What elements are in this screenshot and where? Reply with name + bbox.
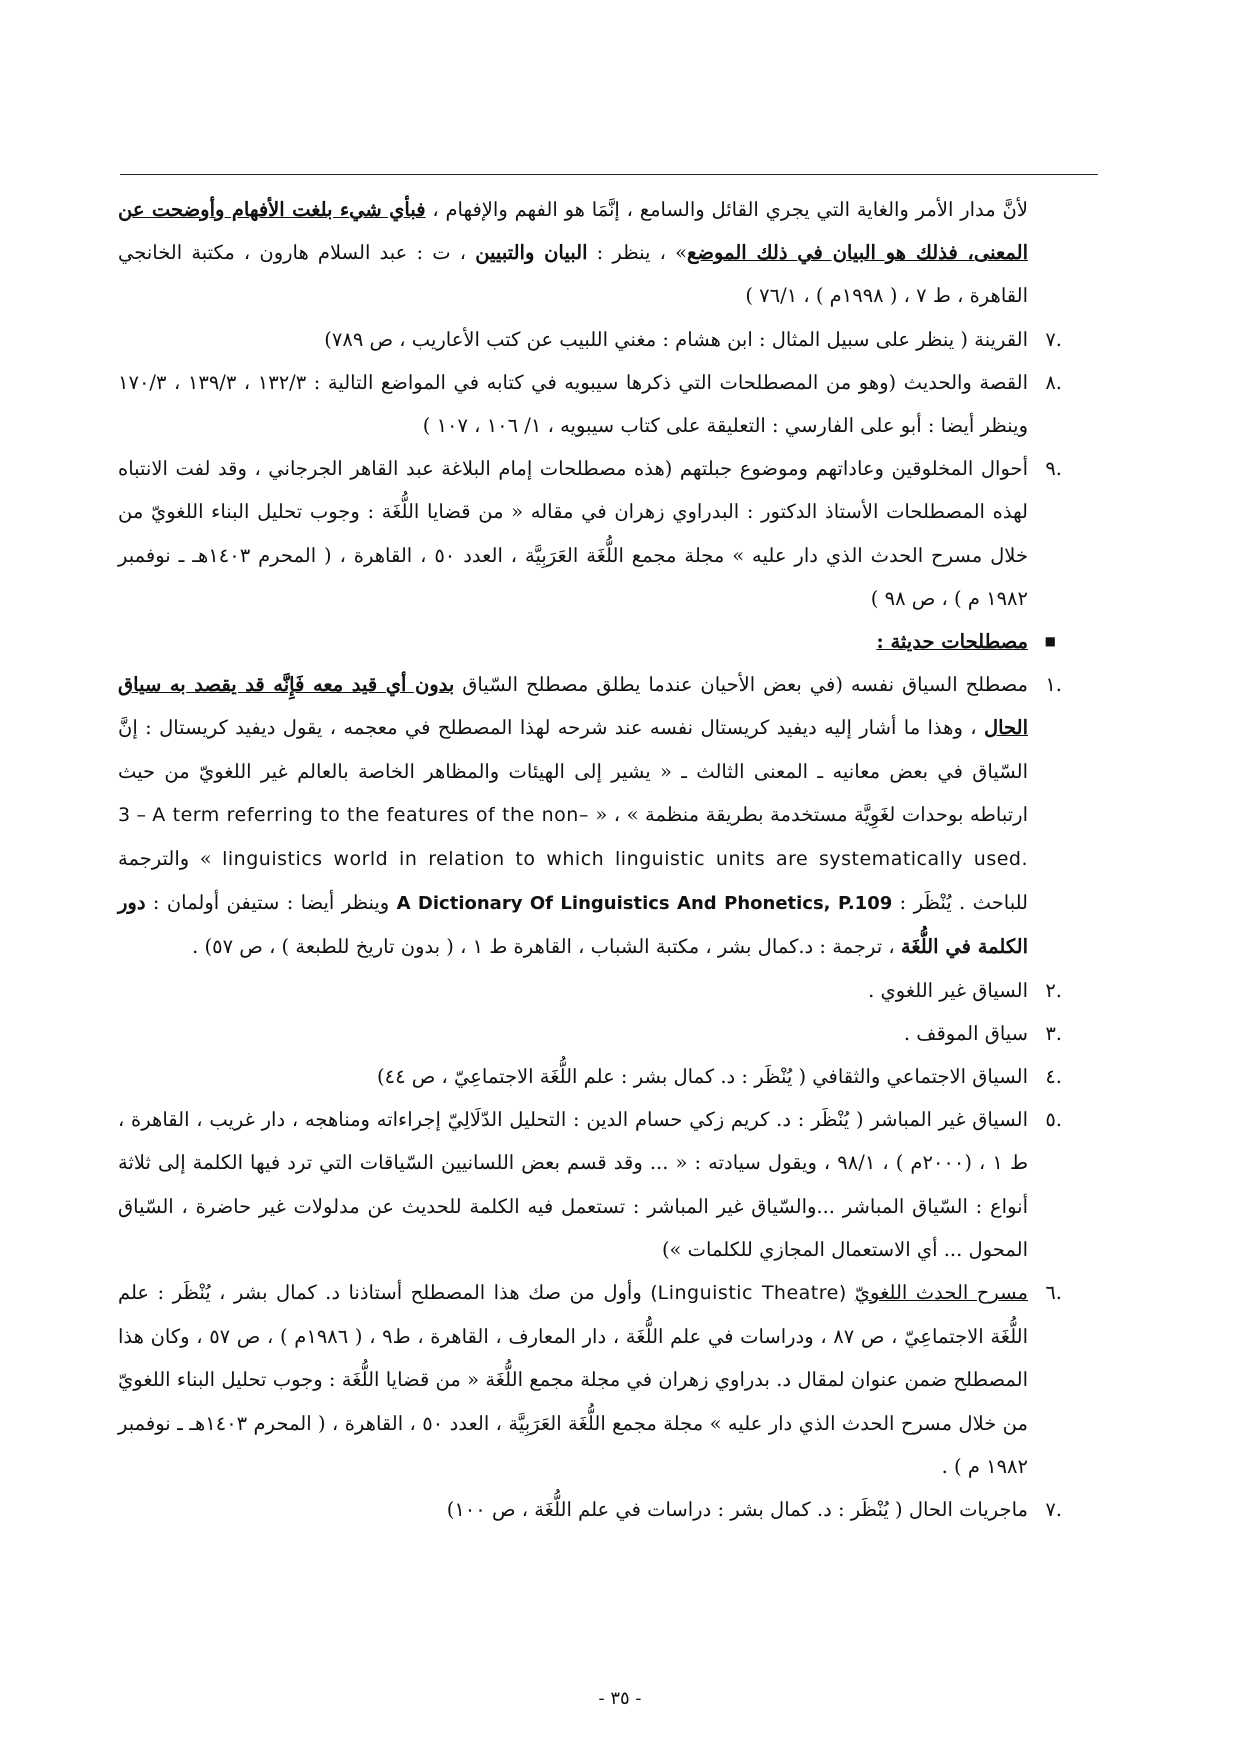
text: » ، ينظر : xyxy=(587,241,688,265)
item-text: ماجريات الحال ( يُنْظَر : د. كمال بشر : دراسات في علم اللُّغَة ، ص ١٠٠) xyxy=(446,1498,1028,1522)
english-term: (Linguistic Theatre) xyxy=(650,1282,847,1305)
item-number: .٥ xyxy=(1045,1108,1062,1132)
footnote-separator xyxy=(120,174,1098,175)
page-number: - ٣٥ - xyxy=(598,1688,642,1709)
item-number: .٩ xyxy=(1045,457,1062,481)
heading-text: مصطلحات حديثة : xyxy=(876,630,1028,654)
item-number: .٣ xyxy=(1045,1021,1062,1045)
english-quote: 3 – A term referring to the features of the non–linguistics world in relation to which linguistic units are systematically used. xyxy=(118,803,1029,871)
item-number: .٤ xyxy=(1045,1065,1062,1089)
text: وينظر أيضا : ستيفن أولمان : xyxy=(145,891,397,915)
section-heading xyxy=(118,620,1062,663)
footnote-item-9 xyxy=(118,447,1062,620)
term-item-4 xyxy=(118,1055,1062,1098)
emphasis: فبأي شيء بلغت الأفهام وأوضحت عن المعنى، فذلك هو البيان في ذلك الموضع xyxy=(118,198,1029,265)
item-text: القصة والحديث (وهو من المصطلحات التي ذكرها سيبويه في كتابه في المواضع التالية : ١٣٢/٣ ، ١٣٩/٣ ، ١٧٠/٣ وينظر أيضا : أبو على الفارسي : التعليقة على كتاب سيبويه ، ١/ ١٠٦ ، ١٠٧ ) xyxy=(118,370,1028,438)
book-title: البيان والتبيين xyxy=(475,241,588,265)
item-text: السياق غير المباشر ( يُنْظَر : د. كريم زكي حسام الدين : التحليل الدّلَالِيّ إجراءاته ومناهجه ، دار غريب ، القاهرة ، ط ١ ، (٢٠٠٠م ) ، ٩٨/١ ، ويقول سيادته : « ... وقد قسم بعض اللسانيين السّياقات التي ترد فيها الكلمة إلى ثلاثة أنواع : السّياق المباشر ...والسّياق غير المباشر : تستعمل فيه الكلمة للحديث عن مدلولات غير حاضرة ، السّياق المحول ... أي الاستعمال المجازي للكلمات ») xyxy=(118,1108,1028,1261)
item-text: أحوال المخلوقين وعاداتهم وموضوع جبلتهم (هذه مصطلحات إمام البلاغة عبد القاهر الجرجاني ، وقد لفت الانتباه لهذه المصطلحات الأستاذ الدكتور : البدراوي زهران في مقاله « من قضايا اللُّغَة : وجوب تحليل البناء اللغويّ من خلال مسرح الحدث الذي دار عليه » مجلة مجمع اللُّغَة العَرَبِيَّة ، العدد ٥٠ ، القاهرة ، ( المحرم ١٤٠٣هـ ـ نوفمبر ١٩٨٢ م ) ، ص ٩٨ ) xyxy=(118,457,1028,610)
english-reference: A Dictionary Of Linguistics And Phonetics, P.109 xyxy=(396,893,893,915)
item-number: .٧ xyxy=(1045,1498,1062,1522)
text: » والترجمة للباحث . يُنْظَر : xyxy=(118,847,1028,915)
item-number: .٦ xyxy=(1045,1281,1062,1305)
text: لأنَّ مدار الأمر والغاية التي يجري القائل والسامع ، إنَّمَا هو الفهم والإفهام ، xyxy=(425,198,1028,221)
item-number: .٢ xyxy=(1045,978,1062,1002)
term-item-2 xyxy=(118,969,1062,1012)
item-text: السياق الاجتماعي والثقافي ( يُنْظَر : د. كمال بشر : علم اللُّغَة الاجتماعِيّ ، ص ٤٤) xyxy=(376,1065,1028,1089)
text: وأول من صك هذا المصطلح أستاذنا د. كمال بشر ، يُنْظَر : علم اللُّغَة الاجتماعِيّ ، ص ٨٧ ، ودراسات في علم اللُّغَة ، دار المعارف ، القاهرة ، ط٩ ، ( ١٩٨٦م ) ، ص ٥٧ ، وكان هذا المصطلح ضمن عنوان لمقال د. بدراوي زهران في مجلة مجمع اللُّغَة « من قضايا اللُّغَة : وجوب تحليل البناء اللغويّ من خلال مسرح الحدث الذي دار عليه » مجلة مجمع اللُّغَة العَرَبِيَّة ، العدد ٥٠ ، القاهرة ، ( المحرم ١٤٠٣هـ ـ نوفمبر ١٩٨٢ م ) . xyxy=(118,1281,1029,1478)
footnotes xyxy=(118,188,1062,1531)
item-number: .١ xyxy=(1045,673,1062,697)
text: ، ترجمة : د.كمال بشر ، مكتبة الشباب ، القاهرة ط ١ ، ( بدون تاريخ للطبعة ) ، ص ٥٧) . xyxy=(192,935,901,959)
item-number: .٨ xyxy=(1045,370,1062,394)
underlined-term: مسرح الحدث اللغويّ xyxy=(854,1281,1028,1305)
term-item-3 xyxy=(118,1012,1062,1055)
emphasis: بدون أي قيد معه فَإِنَّه قد يقصد به سياق الحال xyxy=(118,673,1028,740)
book-title: دور الكلمة في اللُّغَة xyxy=(118,891,1028,959)
item-text: سياق الموقف . xyxy=(903,1021,1028,1045)
item-text: السياق غير اللغوي . xyxy=(868,978,1028,1002)
footnote-item-7 xyxy=(118,318,1062,361)
square-bullet-icon: ■ xyxy=(1044,634,1056,649)
item-number: .٧ xyxy=(1045,327,1062,351)
text: ، ت : عبد السلام هارون ، مكتبة الخانجي القاهرة ، ط ٧ ، ( ١٩٩٨م ) ، ٧٦/١ ) xyxy=(118,241,1028,308)
text: مصطلح السياق نفسه (في بعض الأحيان عندما يطلق مصطلح السّياق xyxy=(454,673,1028,697)
footnote-continuation xyxy=(118,188,1062,318)
text: ، وهذا ما أشار إليه ديفيد كريستال نفسه عند شرحه لهذا المصطلح في معجمه ، يقول ديفيد كريستال : إنَّ السّياق في بعض معانيه ـ المعنى الثالث ـ « يشير إلى الهيئات والمظاهر الخاصة بالعالم غير اللغويّ من حيث ارتباطه بوحدات لغَوِيَّة مستخدمة بطريقة منظمة » ، « xyxy=(118,716,1028,826)
item-text: القرينة ( ينظر على سبيل المثال : ابن هشام : مغني اللبيب عن كتب الأعاريب ، ص ٧٨٩) xyxy=(324,327,1028,351)
term-item-6 xyxy=(118,1271,1062,1488)
term-item-5 xyxy=(118,1098,1062,1271)
term-item-7 xyxy=(118,1488,1062,1531)
footnote-item-8 xyxy=(118,361,1062,447)
term-item-1 xyxy=(118,663,1062,968)
